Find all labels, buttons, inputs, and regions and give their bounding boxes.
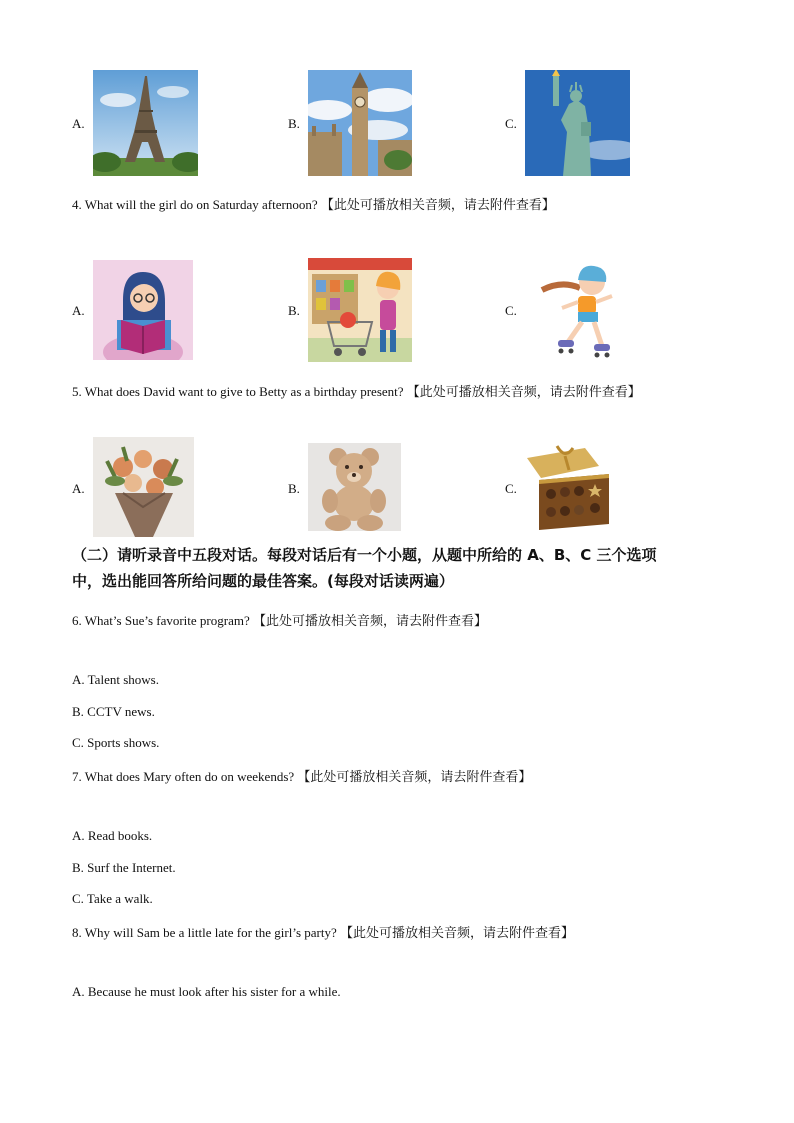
statue-of-liberty-image	[525, 70, 630, 176]
q5-option-c-label: C.	[505, 481, 517, 496]
section-2-instructions	[72, 542, 722, 594]
girl-reading-image	[93, 260, 193, 360]
section-2-line-2: 中，选出能回答所给问题的最佳答案。(每段对话读两遍）	[72, 572, 454, 590]
q3-option-b-label: B.	[288, 116, 300, 131]
big-ben-image	[308, 70, 412, 176]
question-6-audio-note: 【此处可播放相关音频，请去附件查看】	[253, 614, 488, 629]
eiffel-tower-image	[93, 70, 198, 176]
question-7-text: 7. What does Mary often do on weekends?	[72, 769, 295, 784]
q7-option-b: B. Surf the Internet.	[72, 860, 176, 875]
flower-bouquet-image	[93, 437, 194, 537]
q6-option-b: B. CCTV news.	[72, 704, 155, 719]
q3-option-a-label: A.	[72, 116, 85, 131]
question-4-audio-note: 【此处可播放相关音频，请去附件查看】	[320, 198, 555, 213]
q8-option-a: A. Because he must look after his sister for a while.	[72, 984, 341, 999]
chocolate-box-image	[525, 444, 612, 530]
question-4-text: 4. What will the girl do on Saturday afternoon?	[72, 197, 318, 212]
question-5-text: 5. What does David want to give to Betty as a birthday present?	[72, 384, 404, 399]
q4-option-c-label: C.	[505, 303, 517, 318]
teddy-bear-image	[308, 443, 401, 531]
q6-option-a: A. Talent shows.	[72, 672, 159, 687]
girl-roller-skating-image	[532, 262, 622, 362]
girl-shopping-image	[308, 258, 412, 362]
question-5-audio-note: 【此处可播放相关音频，请去附件查看】	[406, 385, 641, 400]
question-6-text: 6. What’s Sue’s favorite program?	[72, 613, 250, 628]
question-7	[72, 766, 531, 785]
q5-option-a-label: A.	[72, 481, 85, 496]
question-4	[72, 194, 555, 213]
q7-option-a: A. Read books.	[72, 828, 153, 843]
question-6	[72, 610, 487, 629]
section-2-line-1: （二）请听录音中五段对话。每段对话后有一个小题，从题中所给的 A、B、C 三个选项	[72, 546, 657, 564]
q5-option-b-label: B.	[288, 481, 300, 496]
q4-option-b-label: B.	[288, 303, 300, 318]
q7-option-c: C. Take a walk.	[72, 891, 153, 906]
q6-option-c: C. Sports shows.	[72, 735, 160, 750]
question-8-audio-note: 【此处可播放相关音频，请去附件查看】	[340, 926, 575, 941]
question-5	[72, 381, 641, 400]
question-7-audio-note: 【此处可播放相关音频，请去附件查看】	[297, 770, 532, 785]
question-8	[72, 922, 574, 941]
q4-option-a-label: A.	[72, 303, 85, 318]
q3-option-c-label: C.	[505, 116, 517, 131]
question-8-text: 8. Why will Sam be a little late for the girl’s party?	[72, 925, 337, 940]
